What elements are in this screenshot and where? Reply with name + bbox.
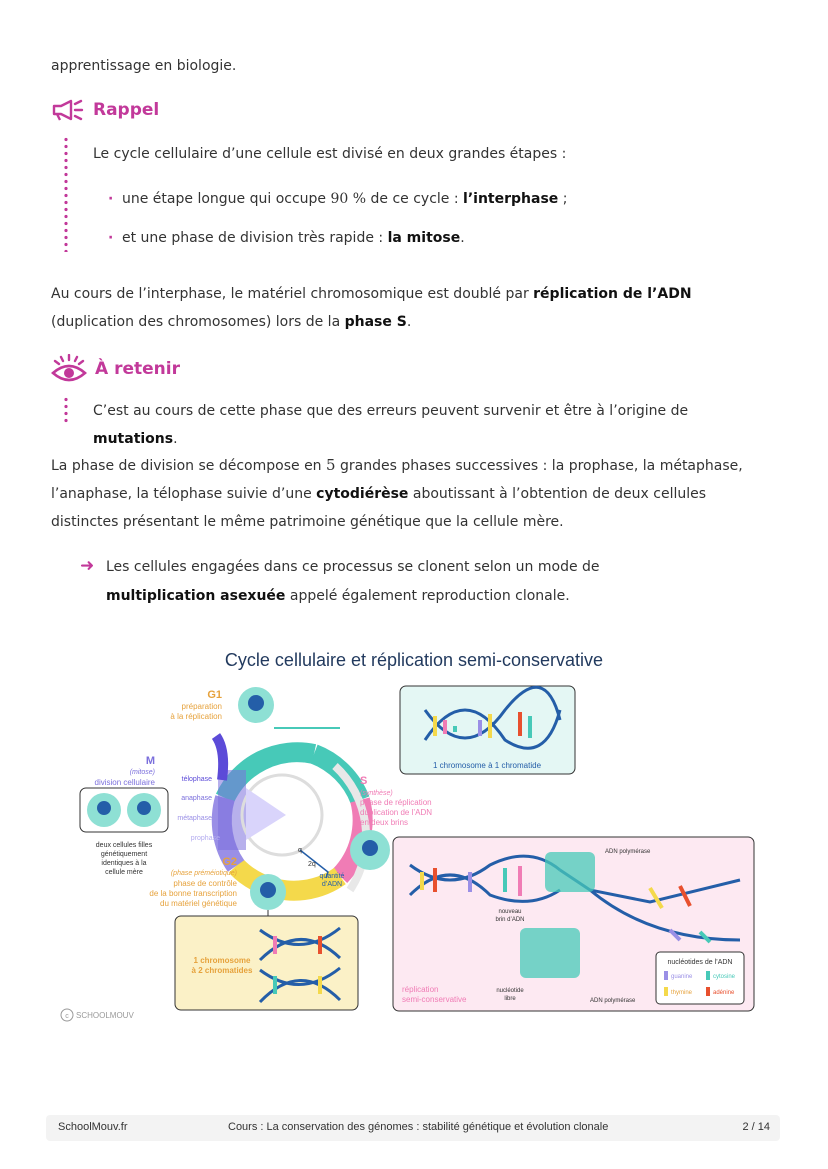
svg-text:(mitose): (mitose) <box>129 769 155 776</box>
svg-text:à 2 chromatides: à 2 chromatides <box>191 966 253 975</box>
svg-text:S: S <box>360 775 368 787</box>
svg-text:c: c <box>65 1013 69 1020</box>
retenir-text: C’est au cours de cette phase que des erreurs peuvent survenir et être à l’origine de mutations. <box>93 403 689 447</box>
cycle-wheel <box>216 736 366 891</box>
rappel-heading <box>51 98 159 122</box>
interphase-paragraph: Au cours de l’interphase, le matériel chromosomique est doublé par réplication de l’ADN (duplication des chromosomes) lors de la phase S. <box>51 286 692 330</box>
figure-title: Cycle cellulaire et réplication semi-conservative <box>224 650 604 670</box>
rappel-title: Rappel <box>93 100 160 120</box>
figure-canvas <box>50 640 778 1030</box>
rappel-item-2: · et une phase de division très rapide : la mitose. <box>108 227 465 249</box>
rappel-dotted-bar <box>64 136 68 252</box>
retenir-heading <box>51 354 180 384</box>
cell-cycle-figure <box>50 640 778 1030</box>
svg-text:cytosine: cytosine <box>713 974 736 980</box>
svg-text:à la réplication: à la réplication <box>170 712 222 721</box>
svg-text:télophase: télophase <box>181 776 212 783</box>
svg-text:guanine: guanine <box>671 974 693 980</box>
footer-page-number: 2 / 14 <box>742 1121 770 1133</box>
svg-text:nouveau: nouveau <box>498 909 522 915</box>
clonal-paragraph: Les cellules engagées dans ce processus se clonent selon un mode de multiplication asexuée appelé également reproduction clonale. <box>106 559 600 604</box>
svg-text:1 chromosome à 1 chromatide: 1 chromosome à 1 chromatide <box>432 761 542 770</box>
svg-text:métaphase: métaphase <box>177 815 212 822</box>
svg-text:(synthèse): (synthèse) <box>360 790 393 797</box>
svg-text:nucléotides de l’ADN: nucléotides de l’ADN <box>667 959 733 966</box>
bullet-dot: · <box>108 230 114 246</box>
svg-text:phase de contrôle: phase de contrôle <box>173 879 237 888</box>
bullet-dot: · <box>108 191 114 207</box>
svg-text:2q: 2q <box>308 861 316 868</box>
svg-text:prophase: prophase <box>190 835 220 842</box>
page-footer <box>46 1115 780 1141</box>
svg-text:duplication de l’ADN: duplication de l’ADN <box>360 808 433 817</box>
svg-text:ADN polymérase: ADN polymérase <box>605 849 651 855</box>
svg-text:semi-conservative: semi-conservative <box>402 995 467 1004</box>
svg-text:identiques à la: identiques à la <box>101 860 147 867</box>
svg-text:G2: G2 <box>222 856 237 868</box>
eye-icon <box>51 354 87 384</box>
svg-text:M: M <box>145 755 155 767</box>
svg-text:du matériel génétique: du matériel génétique <box>160 899 237 908</box>
svg-text:(phase préméiotique): (phase préméiotique) <box>170 870 237 877</box>
svg-text:préparation: préparation <box>181 702 222 711</box>
footer-site: SchoolMouv.fr <box>58 1121 128 1133</box>
rappel-item-1: · une étape longue qui occupe 90 % de ce cycle : l’interphase ; <box>108 188 567 210</box>
division-paragraph: La phase de division se décompose en 5 grandes phases successives : la prophase, la métaphase, l’anaphase, la télophase suivie d’une cytodiérèse aboutissant à l’obtention de deux cellules distinctes présentant le même patrimoine génétique que la cellule mère. <box>51 456 743 530</box>
svg-text:nucléotide: nucléotide <box>496 988 524 994</box>
svg-text:génétiquement: génétiquement <box>100 851 148 858</box>
svg-text:anaphase: anaphase <box>181 795 212 802</box>
svg-text:ADN polymérase: ADN polymérase <box>590 998 636 1004</box>
svg-text:phase de réplication: phase de réplication <box>360 798 432 807</box>
svg-text:cellule mère: cellule mère <box>105 869 143 876</box>
footer-course: Cours : La conservation des génomes : stabilité génétique et évolution clonale <box>228 1121 609 1133</box>
svg-text:réplication: réplication <box>402 985 439 994</box>
rappel-lead: Le cycle cellulaire d’une cellule est divisé en deux grandes étapes : <box>93 146 567 162</box>
svg-text:d’ADN: d’ADN <box>321 881 343 888</box>
svg-text:q: q <box>298 847 302 854</box>
polymerase-2 <box>520 928 580 978</box>
svg-text:adénine: adénine <box>713 990 735 996</box>
retenir-title: À retenir <box>95 359 180 379</box>
svg-text:thymine: thymine <box>671 990 693 996</box>
polymerase-1 <box>545 852 595 892</box>
svg-text:deux cellules filles: deux cellules filles <box>95 842 153 849</box>
arrow-right-icon: ➜ <box>80 556 95 576</box>
svg-text:division cellulaire: division cellulaire <box>94 778 155 787</box>
svg-text:quantité: quantité <box>319 873 345 880</box>
svg-text:libre: libre <box>504 996 516 1002</box>
intro-text: apprentissage en biologie. <box>51 58 237 74</box>
retenir-dotted-bar <box>64 396 68 424</box>
svg-text:G1: G1 <box>207 689 222 701</box>
svg-text:brin d’ADN: brin d’ADN <box>495 917 525 923</box>
megaphone-icon <box>51 98 85 122</box>
svg-text:en deux brins: en deux brins <box>360 818 409 827</box>
svg-text:1 chromosome: 1 chromosome <box>193 956 251 965</box>
svg-text:de la bonne transcription: de la bonne transcription <box>149 889 237 898</box>
svg-text:SCHOOLMOUV: SCHOOLMOUV <box>76 1011 134 1020</box>
